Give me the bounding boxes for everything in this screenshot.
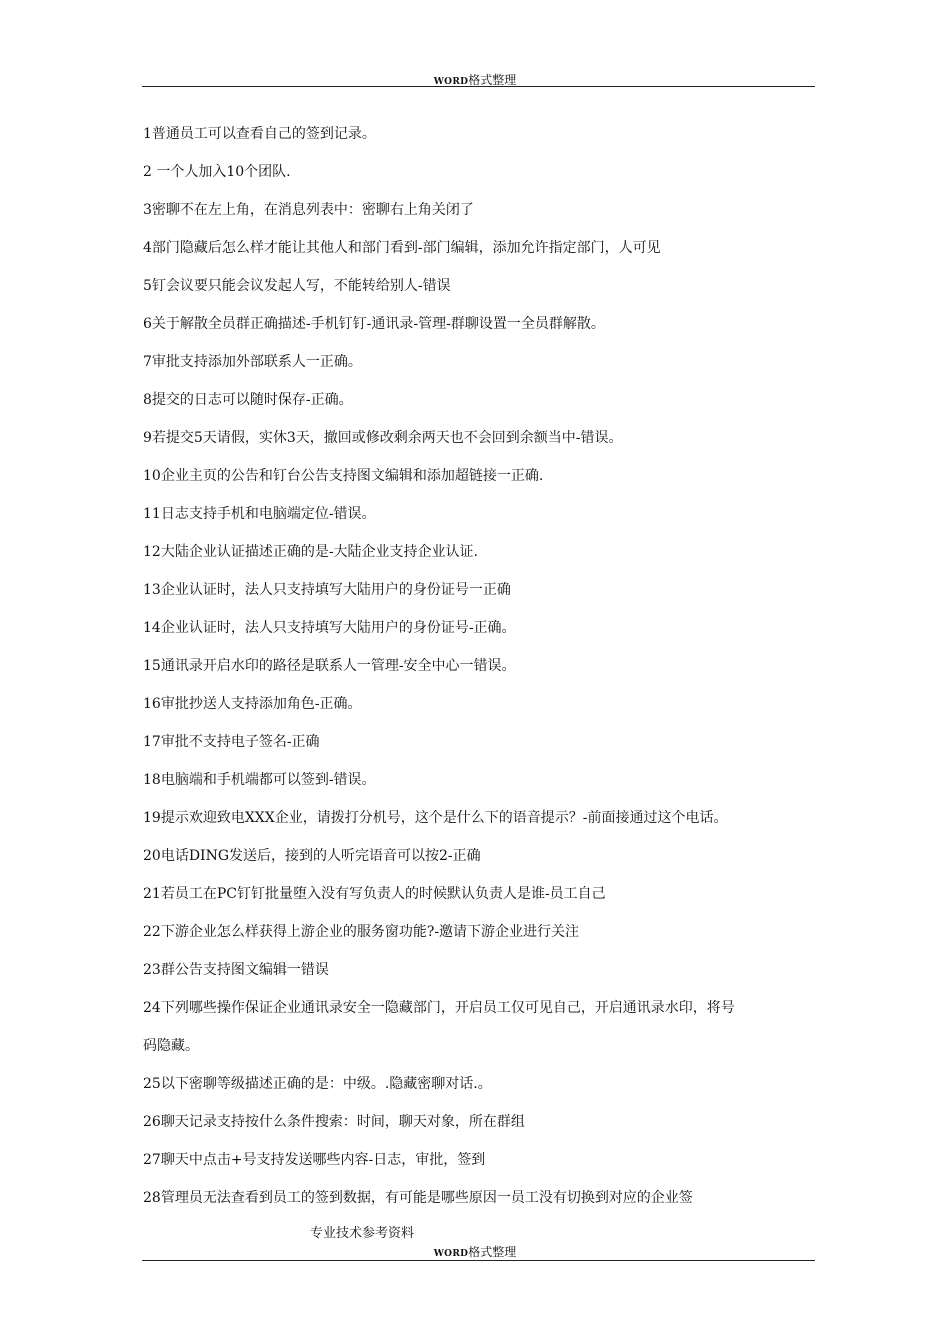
text-line-11: 11日志支持手机和电脑端定位-错误。 — [143, 506, 376, 522]
text-line-27: 27聊天中点击+号支持发送哪些内容-日志，审批，签到 — [143, 1152, 486, 1168]
text-line-3: 3密聊不在左上角，在消息列表中：密聊右上角关闭了 — [143, 202, 474, 218]
text-line-19: 19提示欢迎致电XXX企业，请拨打分机号，这个是什么下的语音提示？-前面接通过这个电话。 — [143, 810, 728, 826]
text-line-8: 8提交的日志可以随时保存-正确。 — [143, 392, 353, 408]
text-line-21: 21若员工在PC钉钉批量堕入没有写负责人的时候默认负责人是谁-员工自己 — [143, 886, 606, 902]
page-footer — [0, 1245, 950, 1261]
text-line-28: 28管理员无法查看到员工的签到数据，有可能是哪些原因一员工没有切换到对应的企业签 — [143, 1190, 693, 1206]
text-line-24: 24下列哪些操作保证企业通讯录安全一隐藏部门，开启员工仅可见自己，开启通讯录水印，将号 — [143, 1000, 735, 1016]
footer-word-label: WORD — [433, 1249, 469, 1259]
footer-suffix: 格式整理 — [468, 1245, 517, 1259]
footer-note: 专业技术参考资料 — [310, 1226, 415, 1241]
text-line-5: 5钉会议要只能会议发起人写，不能转给别人-错误 — [143, 278, 451, 294]
text-line-25: 25以下密聊等级描述正确的是：中级。.隐藏密聊对话.。 — [143, 1076, 492, 1092]
text-line-7: 7审批支持添加外部联系人一正确。 — [143, 354, 362, 370]
text-line-2: 2 一个人加入10个团队. — [143, 164, 291, 180]
text-line-23: 23群公告支持图文编辑一错误 — [143, 962, 329, 978]
text-line-10: 10企业主页的公告和钉台公告支持图文编辑和添加超链接一正确. — [143, 468, 544, 484]
text-line-13: 13企业认证时，法人只支持填写大陆用户的身份证号一正确 — [143, 582, 511, 598]
text-line-22: 22下游企业怎么样获得上游企业的服务窗功能?-邀请下游企业进行关注 — [143, 924, 580, 940]
text-line-6: 6关于解散全员群正确描述-手机钉钉-通讯录-管理-群聊设置一全员群解散。 — [143, 316, 605, 332]
header-suffix: 格式整理 — [468, 73, 517, 87]
document-body — [143, 115, 818, 1217]
text-line-17: 17审批不支持电子签名-正确 — [143, 734, 320, 750]
footer-rule — [142, 1260, 815, 1261]
text-line-15: 15通讯录开启水印的路径是联系人一管理-安全中心一错误。 — [143, 658, 516, 674]
header-rule — [142, 86, 815, 87]
text-line-9: 9若提交5天请假，实休3天，撤回或修改剩余两天也不会回到余额当中-错误。 — [143, 430, 623, 446]
text-line-24-continued: 码隐藏。 — [143, 1038, 199, 1054]
text-line-14: 14企业认证时，法人只支持填写大陆用户的身份证号-正确。 — [143, 620, 516, 636]
text-line-4: 4部门隐藏后怎么样才能让其他人和部门看到-部门编辑，添加允许指定部门，人可见 — [143, 240, 661, 256]
text-line-16: 16审批抄送人支持添加角色-正确。 — [143, 696, 362, 712]
text-line-18: 18电脑端和手机端都可以签到-错误。 — [143, 772, 376, 788]
text-line-20: 20电话DING发送后，接到的人听完语音可以按2-正确 — [143, 848, 481, 864]
text-line-12: 12大陆企业认证描述正确的是-大陆企业支持企业认证. — [143, 544, 478, 560]
header-word-label: WORD — [433, 77, 469, 87]
text-line-26: 26聊天记录支持按什么条件搜索：时间，聊天对象，所在群组 — [143, 1114, 525, 1130]
text-line-1: 1普通员工可以查看自己的签到记录。 — [143, 126, 376, 142]
